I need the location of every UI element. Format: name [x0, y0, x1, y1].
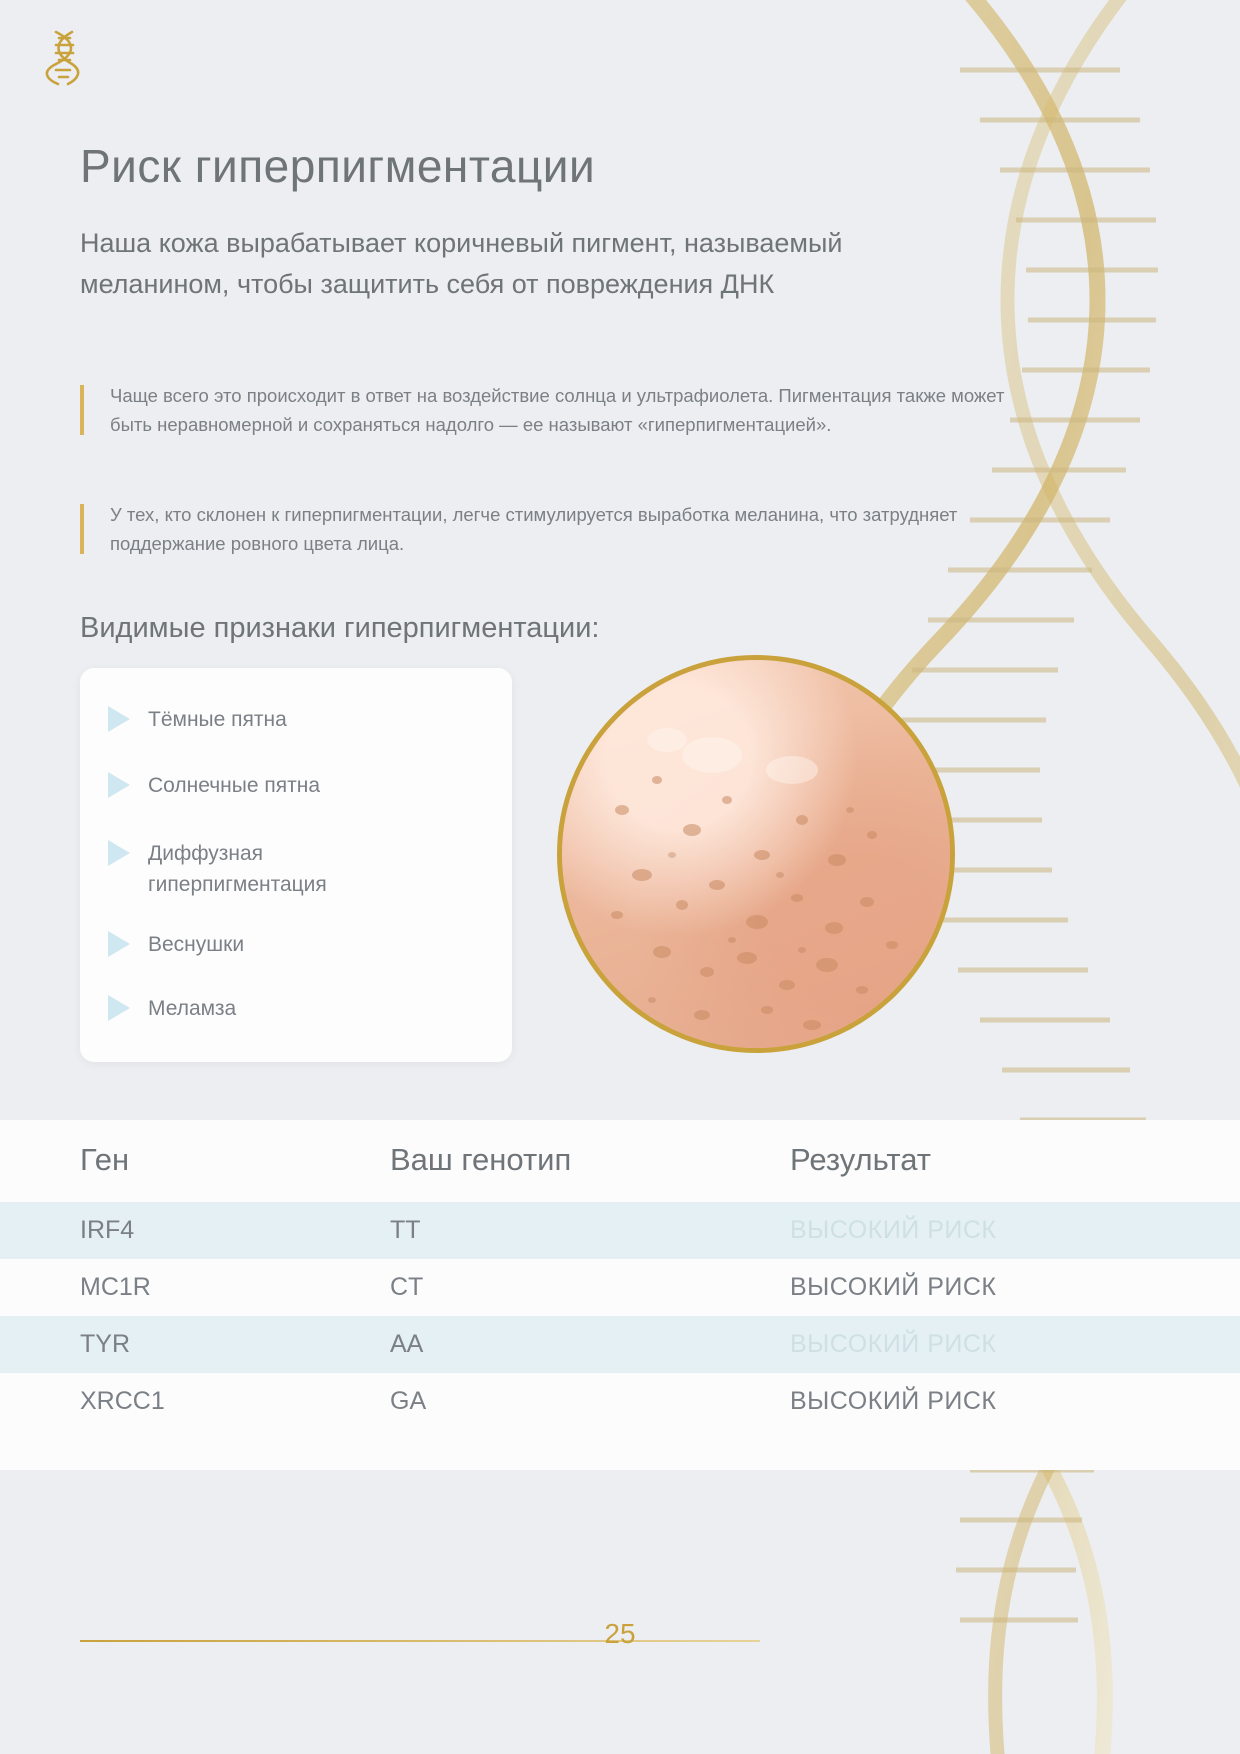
cell-genotype: TT — [390, 1202, 790, 1259]
cell-gene: MC1R — [0, 1259, 390, 1316]
triangle-right-icon — [108, 995, 130, 1021]
cell-gene: XRCC1 — [0, 1373, 390, 1430]
column-header-genotype: Ваш генотип — [390, 1142, 572, 1177]
table-header-row — [0, 1120, 1240, 1202]
triangle-right-icon — [108, 706, 130, 732]
cell-genotype: GA — [390, 1373, 790, 1430]
cell-gene: IRF4 — [0, 1202, 390, 1259]
column-header-result: Результат — [790, 1142, 931, 1177]
note-paragraph-1: Чаще всего это происходит в ответ на воздействие солнца и ультрафиолета. Пигментация также может быть неравномерной и сохраняться надолго — ее называют «гиперпигментацией». — [80, 381, 1020, 439]
list-item — [108, 704, 287, 735]
sign-label: Тёмные пятна — [148, 708, 287, 731]
results-table-block — [0, 1120, 1240, 1470]
skin-closeup-photo — [557, 655, 955, 1053]
cell-result: ВЫСОКИЙ РИСК — [790, 1316, 1240, 1373]
lead-paragraph: Наша кожа вырабатывает коричневый пигмент, называемый меланином, чтобы защитить себя от повреждения ДНК — [80, 228, 843, 299]
table-row — [0, 1316, 1240, 1373]
sign-label: Солнечные пятна — [148, 774, 320, 797]
dna-helix-icon — [42, 28, 86, 86]
cell-gene: TYR — [0, 1316, 390, 1373]
sign-label: Меламза — [148, 997, 237, 1020]
table-row — [0, 1259, 1240, 1316]
cell-genotype: AA — [390, 1316, 790, 1373]
list-item — [108, 929, 244, 960]
cell-genotype: CT — [390, 1259, 790, 1316]
table-row — [0, 1202, 1240, 1259]
sign-label: Веснушки — [148, 933, 245, 956]
list-item — [108, 838, 438, 900]
list-item — [108, 993, 236, 1024]
cell-result: ВЫСОКИЙ РИСК — [790, 1259, 1240, 1316]
triangle-right-icon — [108, 931, 130, 957]
column-header-gene: Ген — [80, 1142, 130, 1177]
section-subtitle: Видимые признаки гиперпигментации: — [80, 612, 600, 645]
visible-signs-card — [80, 668, 512, 1062]
sign-label: Диффузная гиперпигментация — [148, 842, 327, 896]
table-row — [0, 1373, 1240, 1430]
list-item — [108, 770, 320, 801]
gene-results-table — [0, 1120, 1240, 1430]
cell-result: ВЫСОКИЙ РИСК — [790, 1373, 1240, 1430]
triangle-right-icon — [108, 772, 130, 798]
cell-result: ВЫСОКИЙ РИСК — [790, 1202, 1240, 1259]
page-title: Риск гиперпигментации — [80, 139, 596, 192]
note-paragraph-2: У тех, кто склонен к гиперпигментации, легче стимулируется выработка меланина, что затрудняет поддержание ровного цвета лица. — [80, 500, 1020, 558]
page-number: 25 — [604, 1618, 636, 1649]
triangle-right-icon — [108, 840, 130, 866]
